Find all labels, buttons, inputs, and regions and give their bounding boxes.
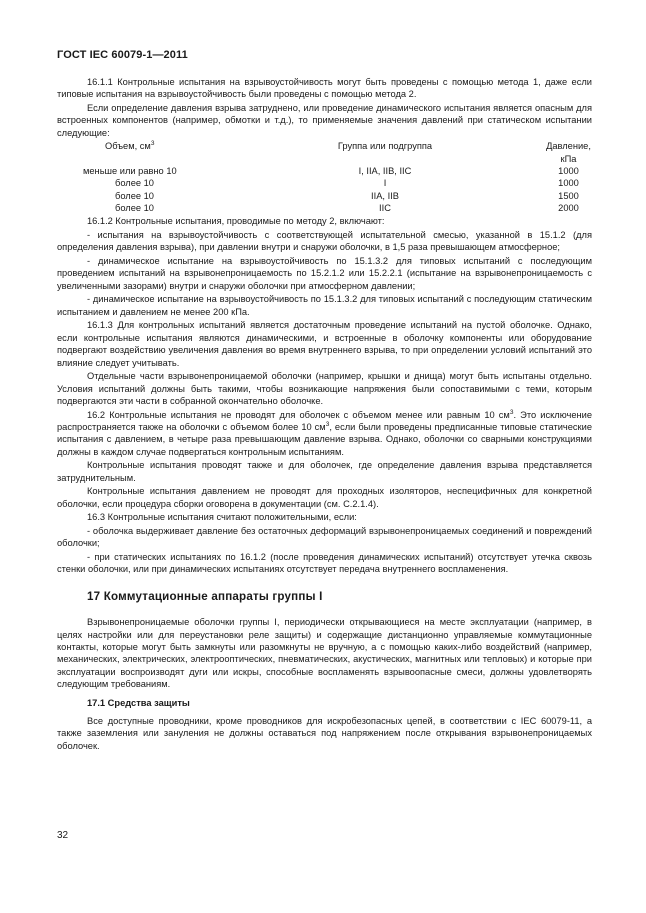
paragraph-static-pressure: Если определение давления взрыва затруднено, или проведение динамического испытания является опасным для встроенных компонентов (например, обмотки и т.д.), то применяемые значения давлений при статическом испытании следующие: [57,103,592,138]
section-17-intro: Взрывонепроницаемые оболочки группы I, периодически открывающиеся на месте эксплуатации (например, в целях настройки или для переустановки реле защиты) и содержащие дистанционно управляемые коммутационные контакты, которые могут быть замкнуты или разомкнуты не вручную, а с помощью каких-либо воздействий (например, механических, электрических, электрооптических, пневматических, акустических, магнитных или тепловых) и которые при эксплуатации воспроизводят дуги или искры, способные воспламенять взрывоопасные смеси, должны удовлетворять следующим требованиям. [57,617,592,690]
row-pressure: 2000 [558,202,579,213]
row-group: IIC [379,202,391,213]
pressure-table [57,140,592,214]
header-volume: Объем, $см^3$ [105,140,155,152]
document-body [57,76,592,753]
row-pressure: 1000 [558,166,579,176]
paragraph-16-3: 16.3 Контрольные испытания считают положительными, если: [87,512,357,523]
table-row [57,202,592,214]
table-row [57,165,592,177]
row-group: I [383,178,387,189]
subsection-17-1-title: 17.1 Средства защиты [87,697,190,708]
paragraph-separate-parts: Отдельные части взрывонепроницаемой оболочки (например, крышки и днища) могут быть испытаны отдельно. Условия испытаний должны быть такими, чтобы возникающие напряжения были сопоставимыми с теми, которым подвергаются эти части в собранной окончательно оболочке. [57,371,592,406]
page-number: 32 [57,830,69,841]
row-pressure: 1500 [558,190,579,201]
row-pressure: 1000 [558,178,579,189]
paragraph-bushings: Контрольные испытания давлением не проводят для проходных изоляторов, неспецифичных для конкретной оболочки, если процедура сборки оговорена в документации (см. С.2.1.4). [57,486,592,509]
list-item: - оболочка выдерживает давление без остаточных деформаций взрывонепроницаемых соединений и повреждений оболочки; [57,526,592,549]
list-item: - динамическое испытание на взрывоустойчивость по 15.1.3.2 для типовых испытаний с последующим статическим испытанием и давлением не менее 200 кПа. [57,294,592,317]
subsection-17-1-text: Все доступные проводники, кроме проводников для искробезопасных цепей, в соответствии с IEC 60079-11, а также заземления или зануления не должны оставаться под напряжением после открывания взрывонепроницаемых оболочек. [57,716,592,751]
paragraph-difficult-pressure: Контрольные испытания проводят также и для оболочек, где определение давления взрыва представляется затруднительным. [57,460,592,483]
table-row [57,190,592,202]
section-17-title: 17 Коммутационные аппараты группы I [87,589,323,603]
paragraph-16-1-3: 16.1.3 Для контрольных испытаний является достаточным проведение испытаний на пустой оболочке. Однако, если контрольные испытания являются динамическими, и встроенные в оболочку компоненты или оборудование подвергают воздействию увеличения давления во время внутреннего взрыва, то при определении условий испытаний это влияние следует учитывать. [57,320,592,368]
document-header: ГОСТ IEC 60079-1—2011 [57,49,188,61]
row-volume: более 10 [115,190,154,201]
list-item: - испытания на взрывоустойчивость с соответствующей испытательной смесью, указанной в 15.1.2 (для определения давления взрыва), при давлении внутри и снаружи оболочки, в 1,5 раза превышающем атмосферное; [57,229,592,253]
paragraph-16-1-2: 16.1.2 Контрольные испытания, проводимые по методу 2, включают: [87,216,385,227]
pressure-table-header [57,140,592,165]
paragraph-16-2: 16.2 Контрольные испытания не проводят для оболочек с объемом менее или равным 10 $см^3$. Это исключение распространяется также на оболочки с объемом более 10 $см^3$, если были проведены предписанные типовые статические испытания с давлением, в четыре раза превышающим давление взрыва. Однако, оболочки со сварными конструкциями должны в каждом случае подвергаться контрольным испытаниям. [57,408,592,457]
row-volume: меньше или равно 10 [83,166,177,176]
row-volume: более 10 [115,202,154,213]
header-pressure: Давление, кПа [546,141,591,164]
list-item: - динамическое испытание на взрывоустойчивость по 15.1.3.2 для типовых испытаний с последующим проведением испытаний на взрывонепроницаемость по 15.2.1.2 или 15.2.2.1 (испытание на взрывонепроницаемость с увеличенными зазорами) внутри и снаружи оболочки при атмосферном давлении; [57,255,592,291]
row-volume: более 10 [115,178,154,189]
table-row [57,177,592,189]
paragraph-16-1-1: 16.1.1 Контрольные испытания на взрывоустойчивость могут быть проведены с помощью метода 1, даже если типовые испытания на взрывоустойчивость были проведены с помощью метода 2. [57,77,592,100]
header-group: Группа или подгруппа [337,141,433,152]
row-group: I, IIA, IIB, IIC [358,166,412,176]
list-item: - при статических испытаниях по 16.1.2 (после проведения динамических испытаний) отсутствует утечка сквозь стенки оболочки, или при динамических испытаниях отсутствует передача внутреннего воспламенения. [57,552,592,575]
row-group: IIA, IIB [371,190,399,201]
